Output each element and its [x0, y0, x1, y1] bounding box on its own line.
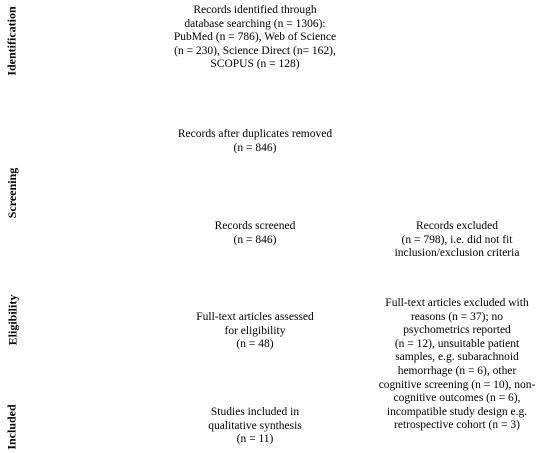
stage-included-text: Included: [5, 403, 20, 450]
duplicates-removed-line: (n = 846): [233, 141, 277, 154]
records-excluded-line: Records excluded: [415, 220, 499, 232]
full-text-assessed-line: Full-text articles assessed: [196, 311, 314, 323]
full-text-excluded-line: retrospective cohort (n = 3): [394, 419, 520, 432]
stage-label-eligibility: [0, 292, 24, 348]
duplicates-removed-box: [145, 128, 365, 155]
records-identified-line: PubMed (n = 786), Web of Science: [173, 31, 337, 44]
records-excluded-box: [372, 220, 542, 261]
full-text-excluded-line: samples, e.g. subarachnoid: [395, 351, 519, 364]
stage-eligibility-text: Eligibility: [5, 294, 19, 346]
full-text-assessed-line: for eligibility: [224, 324, 286, 337]
records-identified-line: database searching (n = 1306):: [184, 17, 326, 30]
records-screened-line: (n = 846): [233, 233, 277, 246]
full-text-excluded-line: (n = 12), unsuitable patient: [394, 337, 520, 350]
full-text-excluded-line: psychometrics reported: [403, 324, 511, 337]
stage-label-included: [0, 400, 24, 453]
stage-identification-text: Identification: [5, 6, 19, 76]
studies-included-box: [165, 406, 345, 447]
full-text-excluded-line: cognitive outcomes (n = 6),: [393, 392, 521, 405]
studies-included-line: qualitative synthesis: [208, 419, 302, 432]
studies-included-line: (n = 11): [236, 433, 274, 446]
stage-label-identification: [0, 0, 24, 82]
stage-label-screening: [0, 154, 24, 232]
records-screened-box: [165, 220, 345, 247]
records-identified-line: SCOPUS (n = 128): [210, 58, 300, 71]
full-text-excluded-line: Full-text articles excluded with: [385, 297, 529, 309]
records-excluded-line: inclusion/exclusion criteria: [394, 247, 520, 260]
records-identified-box: [145, 4, 365, 72]
full-text-excluded-line: hemorrhage (n = 6), other: [397, 364, 517, 377]
full-text-assessed-box: [165, 311, 345, 352]
records-screened-line: Records screened: [214, 220, 296, 232]
full-text-excluded-box: [368, 297, 546, 433]
full-text-assessed-line: (n = 48): [236, 338, 274, 351]
full-text-excluded-line: incompatible study design e.g.: [386, 405, 528, 418]
studies-included-line: Studies included in: [210, 406, 300, 418]
full-text-excluded-line: reasons (n = 37); no: [410, 310, 504, 323]
stage-screening-text: Screening: [5, 167, 20, 219]
records-identified-line: Records identified through: [193, 4, 317, 16]
records-excluded-line: (n = 798), i.e. did not fit: [401, 233, 513, 246]
full-text-excluded-line: cognitive screening (n = 10), non-: [378, 378, 536, 391]
duplicates-removed-line: Records after duplicates removed: [177, 128, 333, 140]
records-identified-line: (n = 230), Science Direct (n= 162),: [174, 44, 336, 57]
